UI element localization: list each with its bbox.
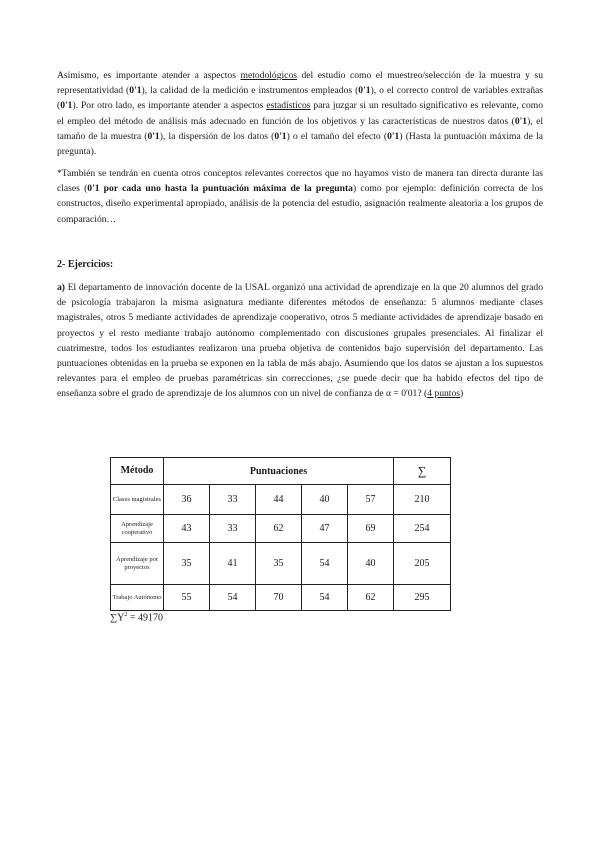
score-bold: 0'1 por cada uno hasta la puntuación máxima de la pregunta xyxy=(87,183,353,195)
methodology-paragraph xyxy=(57,68,543,159)
text-segment: ) (Hasta la puntuación máxima de la pregunta). xyxy=(57,130,544,158)
score-cell: 40 xyxy=(302,485,348,515)
exercise-label: a) xyxy=(57,282,65,293)
text-segment: Asimismo, es importante atender a aspectos xyxy=(57,70,241,81)
underlined-term: estadísticos xyxy=(266,100,311,112)
exercise-statement xyxy=(57,280,543,402)
score-cell: 35 xyxy=(256,543,302,585)
score-cell: 57 xyxy=(348,485,394,515)
score-bold: 0'1 xyxy=(387,130,400,142)
method-cell: Trabajo Autónomo xyxy=(111,585,164,611)
exercise-text: El departamento de innovación docente de la USAL organizó una actividad de aprendizaje en la que 20 alumnos del grado de psicología trabajaron la misma asignatura mediante diferentes métodos de enseñanza: 5 alumnos mediante clases magistrales, otros 5 mediante actividades de aprendizaje cooperativo, otros 5 mediante actividades de aprendizaje basado en proyectos y el resto mediante trabajo autónomo complementado con discusiones grupales presenciales. Al finalizar el cuatrimestre, todos los estudiantes realizaron una prueba objetiva de contenidos bajo supervisión del departamento. Las puntuaciones obtenidas en la prueba se exponen en la tabla de más abajo. Asumiendo que los datos se ajustan a los supuestos relevantes para el empleo de pruebas paramétricas sin correcciones, ¿se puede decir que ha habido efectos del tipo de enseñanza sobre el grado de aprendizaje de los alumnos con un nivel de confianza de α = 0'01? ( xyxy=(57,282,543,400)
score-cell: 35 xyxy=(164,543,210,585)
text-segment: *También se tendrán en cuenta otros conceptos relevantes correctos que no hayamos visto de manera tan directa durante las clases ( xyxy=(57,168,543,195)
text-segment: ∑Y xyxy=(110,612,125,624)
score-bold: 0'1 xyxy=(514,115,528,127)
score-cell: 40 xyxy=(348,543,394,585)
table-row xyxy=(111,515,451,543)
text-segment: ). Por otro lado, es importante atender a aspectos xyxy=(72,100,267,112)
table-row xyxy=(111,485,451,515)
text-segment: ) como por ejemplo: definición correcta de los constructos, diseño experimental apropiado, análisis de la potencia del estudio, asignación realmente aleatoria a los grupos de comparación… xyxy=(57,183,543,225)
method-cell: Aprendizaje cooperativo xyxy=(111,515,164,543)
sum-header: ∑ xyxy=(394,458,451,485)
score-cell: 41 xyxy=(210,543,256,585)
text-segment: ), la dispersión de los datos ( xyxy=(159,130,275,142)
score-cell: 44 xyxy=(256,485,302,515)
text-segment: ) xyxy=(460,388,464,400)
sum-cell: 210 xyxy=(394,485,451,515)
method-cell: Aprendizaje por proyectos xyxy=(111,543,164,585)
text-segment: ), la calidad de la medición e instrumentos empleados ( xyxy=(141,85,359,97)
underlined-term: metodológicos xyxy=(240,70,297,81)
score-cell: 54 xyxy=(302,543,348,585)
sum-cell: 254 xyxy=(394,515,451,543)
table-row xyxy=(111,543,451,585)
superscript: 2 xyxy=(124,612,128,618)
score-bold: 0'1 xyxy=(60,100,73,112)
table-row xyxy=(111,585,451,611)
text-segment: ), o el correcto control de variables extrañas ( xyxy=(57,85,543,112)
score-cell: 62 xyxy=(256,515,302,543)
score-cell: 43 xyxy=(164,515,210,543)
score-cell: 54 xyxy=(210,585,256,611)
score-cell: 36 xyxy=(164,485,210,515)
score-cell: 70 xyxy=(256,585,302,611)
score-bold: 0'1 xyxy=(129,85,142,97)
score-cell: 54 xyxy=(302,585,348,611)
text-segment: ) o el tamaño del efecto ( xyxy=(286,130,388,142)
scores-header: Puntuaciones xyxy=(164,458,394,485)
score-cell: 33 xyxy=(210,485,256,515)
score-bold: 0'1 xyxy=(147,130,160,142)
score-cell: 33 xyxy=(210,515,256,543)
table-header-row xyxy=(111,458,451,485)
method-header: Método xyxy=(111,458,164,485)
score-bold: 0'1 xyxy=(358,85,371,97)
score-cell: 47 xyxy=(302,515,348,543)
additional-concepts-paragraph xyxy=(57,166,543,227)
sum-cell: 205 xyxy=(394,543,451,585)
section-heading: 2- Ejercicios: xyxy=(57,259,114,270)
score-cell: 62 xyxy=(348,585,394,611)
score-bold: 0'1 xyxy=(274,130,287,142)
text-segment: = 49170 xyxy=(127,612,163,624)
exercise-points: 4 puntos xyxy=(427,388,460,400)
scores-table xyxy=(110,457,451,611)
score-cell: 55 xyxy=(164,585,210,611)
text-segment: ), el tamaño de la muestra ( xyxy=(57,115,543,142)
text-segment: del estudio como el muestreo/selección de la muestra y su representatividad ( xyxy=(57,70,543,97)
score-cell: 69 xyxy=(348,515,394,543)
method-cell: Clases magistrales xyxy=(111,485,164,515)
sum-cell: 295 xyxy=(394,585,451,611)
sum-of-squares-note xyxy=(110,612,163,623)
text-segment: para juzgar si un resultado significativo es relevante, como el empleo del método de análisis más adecuado en función de los objetivos y las características de nuestros datos ( xyxy=(57,100,543,127)
